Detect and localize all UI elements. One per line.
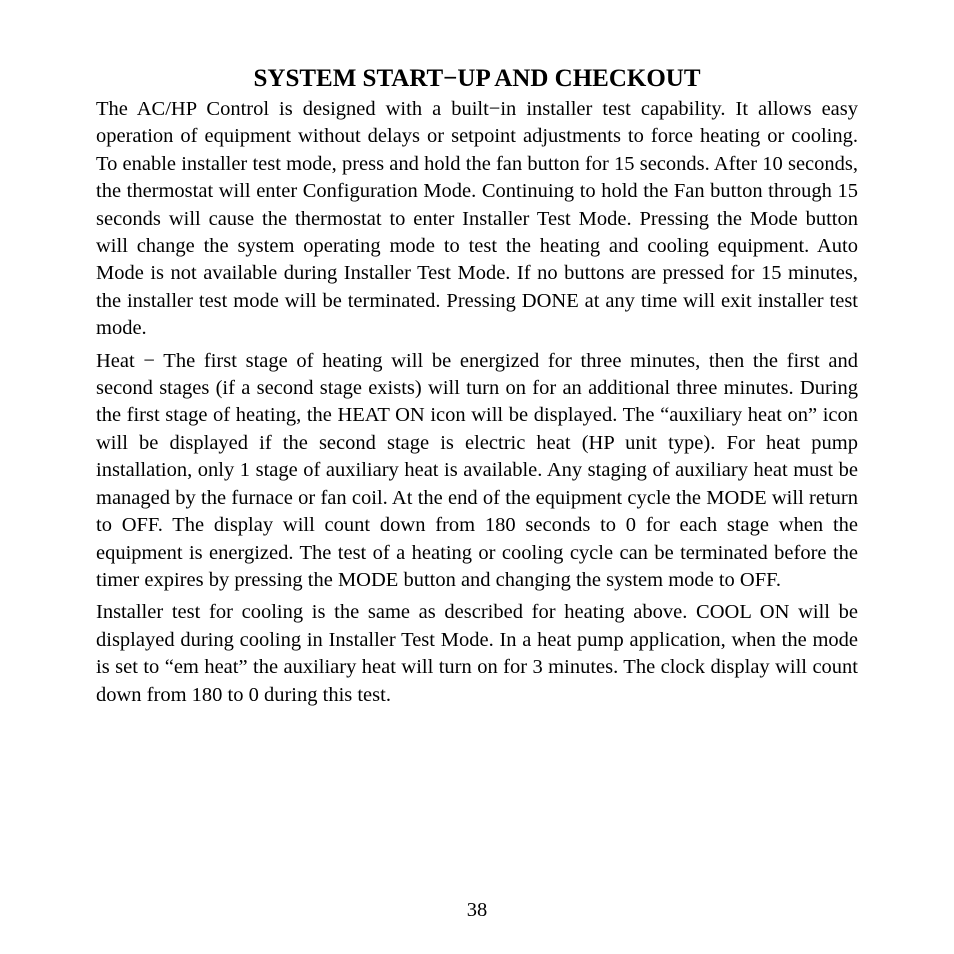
document-body [96,62,858,714]
paragraph-installer-test-intro: The AC/HP Control is designed with a built−in installer test capability. It allows easy operation of equipment without delays or setpoint adjustments to force heating or cooling. To enable installer test mode, press and hold the fan button for 15 seconds. After 10 seconds, the thermostat will enter Configuration Mode. Continuing to hold the Fan button through 15 seconds will cause the thermostat to enter Installer Test Mode. Pressing the Mode button will change the system operating mode to test the heating and cooling equipment. Auto Mode is not available during Installer Test Mode. If no buttons are pressed for 15 minutes, the installer test mode will be terminated. Pressing DONE at any time will exit installer test mode. [96,98,858,340]
paragraph-heat-test: Heat − The first stage of heating will be energized for three minutes, then the first and second stages (if a second stage exists) will turn on for an additional three minutes. During the first stage of heating, the HEAT ON icon will be displayed. The “auxiliary heat on” icon will be displayed if the second stage is electric heat (HP unit type). For heat pump installation, only 1 stage of auxiliary heat is available. Any staging of auxiliary heat must be managed by the furnace or fan coil. At the end of the equipment cycle the MODE will return to OFF. The display will count down from 180 seconds to 0 for each stage when the equipment is energized. The test of a heating or cooling cycle can be terminated before the timer expires by pressing the MODE button and changing the system mode to OFF. [96,349,858,591]
page-title: SYSTEM START−UP AND CHECKOUT [253,65,701,92]
page-number: 38 [466,899,488,921]
paragraph-cool-test: Installer test for cooling is the same as described for heating above. COOL ON will be displayed during cooling in Installer Test Mode. In a heat pump application, when the mode is set to “em heat” the auxiliary heat will turn on for 3 minutes. The clock display will count down from 180 to 0 during this test. [96,601,858,706]
